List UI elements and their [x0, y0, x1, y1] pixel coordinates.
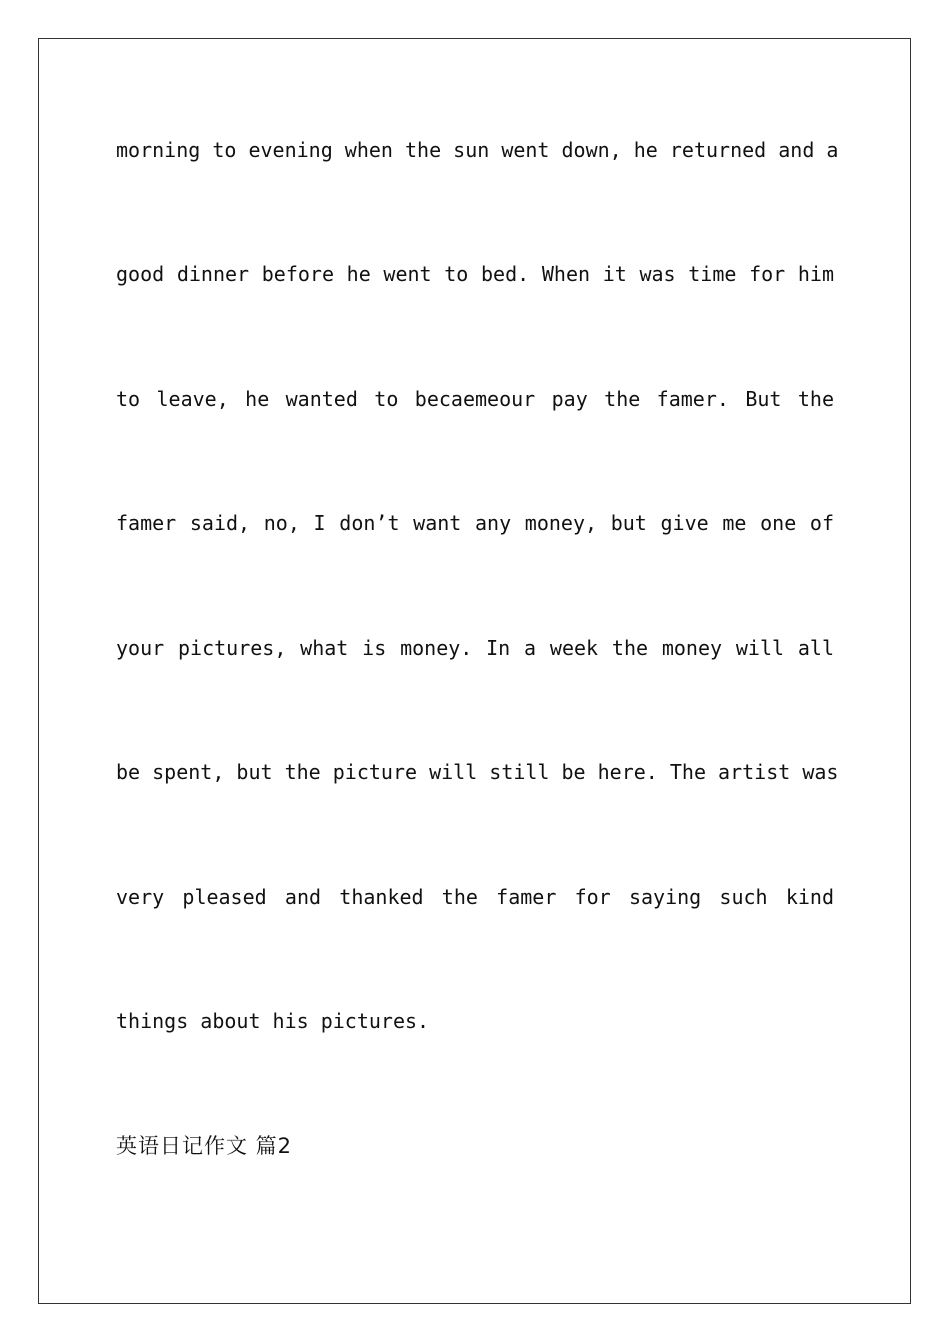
paragraph-line-2: good dinner before he went to bed. When it was time for him	[116, 262, 834, 286]
section-heading: 英语日记作文 篇2	[116, 1134, 293, 1158]
paragraph-line-7: very pleased and thanked the famer for saying such kind	[116, 885, 834, 909]
paragraph-line-6: be spent, but the picture will still be here. The artist was	[116, 760, 839, 784]
paragraph-line-1: morning to evening when the sun went down, he returned and a	[116, 138, 839, 162]
paragraph-line-5: your pictures, what is money. In a week the money will all	[116, 636, 834, 660]
paragraph-line-3: to leave, he wanted to becaemeour pay the famer. But the	[116, 387, 834, 411]
document-page	[38, 38, 911, 1304]
paragraph-line-8: things about his pictures.	[116, 1009, 430, 1033]
paragraph-line-4: famer said, no, I don’t want any money, but give me one of	[116, 511, 834, 535]
